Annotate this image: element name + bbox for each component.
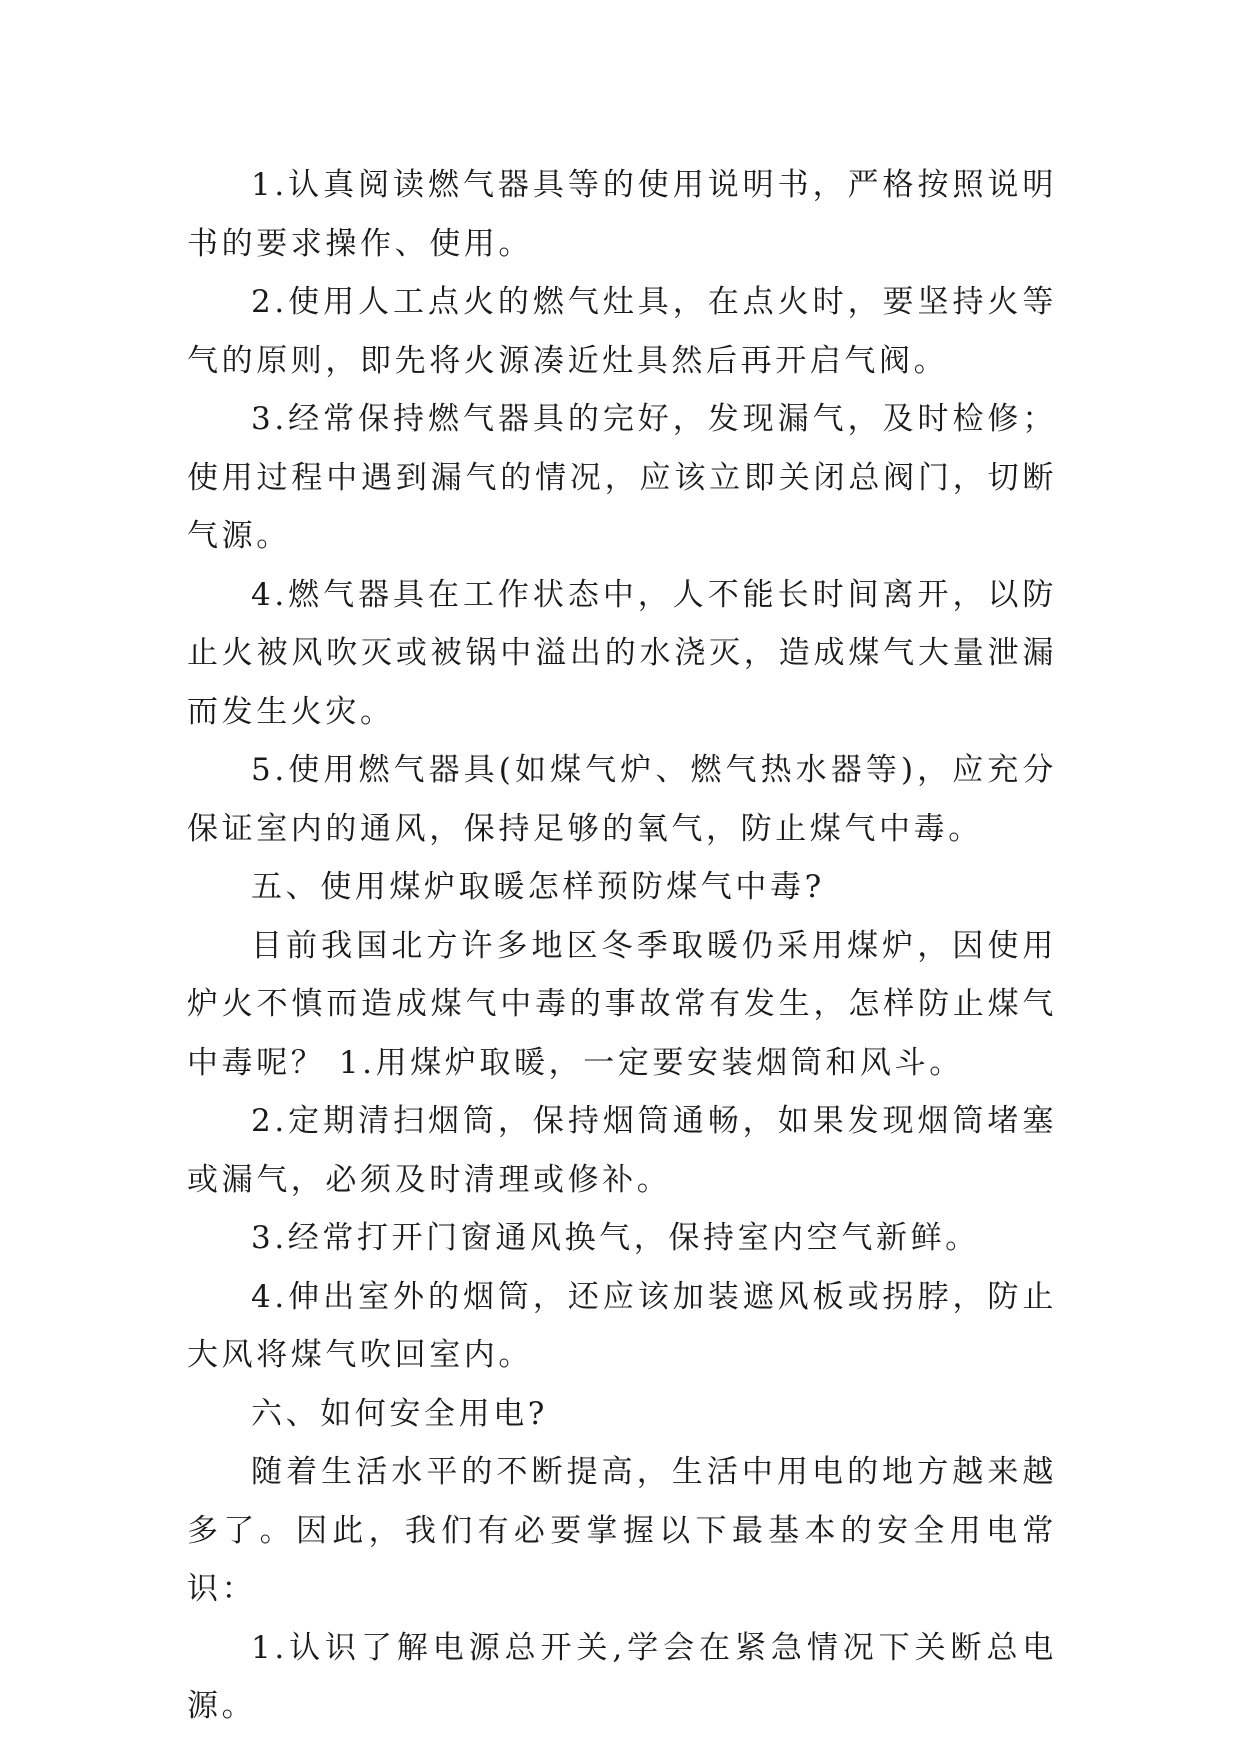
paragraph-main-switch: 1.认识了解电源总开关,学会在紧急情况下关断总电源。 [187,1629,1057,1724]
paragraph-gas-supervision: 4.燃气器具在工作状态中，人不能长时间离开，以防止火被风吹灭或被锅中溢出的水浇灭，造成煤气大量泄漏而发生火灾。 [187,576,1057,730]
paragraph-gas-maintenance: 3.经常保持燃气器具的完好，发现漏气，及时检修；使用过程中遇到漏气的情况，应该立即关闭总阀门，切断气源。 [187,401,1057,554]
paragraph-gas-ignition: 2.使用人工点火的燃气灶具，在点火时，要坚持火等气的原则，即先将火源凑近灶具然后再开启气阀。 [187,284,1057,379]
section-heading-coal-stove: 五、使用煤炉取暖怎样预防煤气中毒? [251,869,825,905]
paragraph-window-ventilation: 3.经常打开门窗通风换气，保持室内空气新鲜。 [251,1220,980,1256]
paragraph-electric-intro: 随着生活水平的不断提高，生活中用电的地方越来越多了。因此，我们有必要掌握以下最基本的安全用电常识： [187,1454,1057,1607]
section-heading-electric-safety: 六、如何安全用电? [251,1395,549,1432]
paragraph-chimney-shield: 4.伸出室外的烟筒，还应该加装遮风板或拐脖，防止大风将煤气吹回室内。 [187,1278,1057,1373]
paragraph-chimney-cleaning: 2.定期清扫烟筒，保持烟筒通畅，如果发现烟筒堵塞或漏气，必须及时清理或修补。 [187,1103,1057,1198]
paragraph-gas-ventilation: 5.使用燃气器具(如煤气炉、燃气热水器等)，应充分保证室内的通风，保持足够的氧气，防止煤气中毒。 [187,752,1057,847]
paragraph-gas-manual: 1.认真阅读燃气器具等的使用说明书，严格按照说明书的要求操作、使用。 [187,167,1057,262]
paragraph-coal-stove-intro: 目前我国北方许多地区冬季取暖仍采用煤炉，因使用炉火不慎而造成煤气中毒的事故常有发生，怎样防止煤气中毒呢？ 1.用煤炉取暖，一定要安装烟筒和风斗。 [187,927,1057,1081]
document-body [187,156,1057,1736]
